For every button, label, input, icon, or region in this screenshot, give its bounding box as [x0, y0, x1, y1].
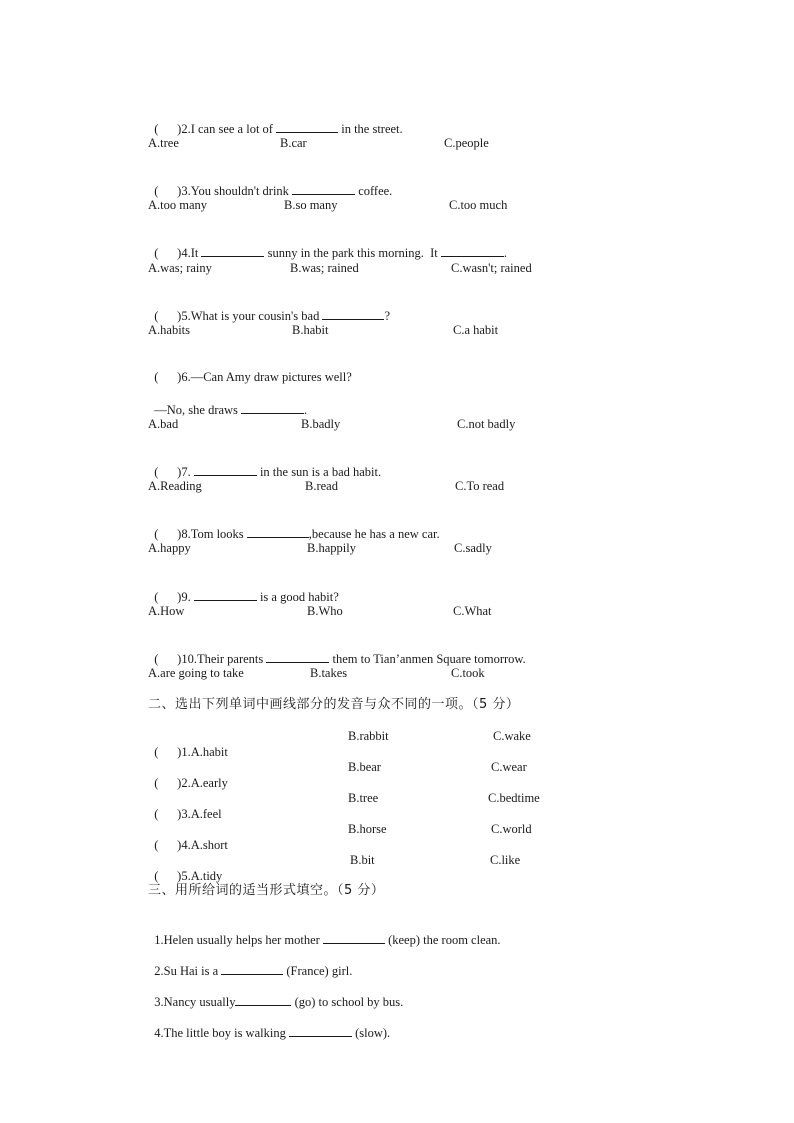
question-text: coffee.	[355, 184, 393, 198]
question-text: in the sun is a bad habit.	[256, 465, 382, 479]
question-text: in the street.	[338, 122, 403, 136]
option-b[interactable]: B.habit	[292, 323, 329, 337]
question-text: 2.I can see a lot of	[181, 122, 277, 136]
section-2-item	[148, 728, 228, 760]
option-c[interactable]: C.wasn't; rained	[451, 261, 532, 275]
question-text: (slow).	[351, 1026, 391, 1040]
option-c[interactable]: C.To read	[455, 479, 505, 493]
question-text: 4.The little boy is walking	[154, 1026, 289, 1040]
question-text: 2.Su Hai is a	[154, 964, 222, 978]
answer-paren[interactable]: ( )	[154, 745, 182, 759]
question-text: (go) to school by bus.	[291, 995, 404, 1009]
option-b[interactable]: B.car	[280, 136, 307, 150]
option-a[interactable]: 1.A.habit	[181, 745, 228, 759]
option-b[interactable]: B.so many	[284, 198, 338, 212]
option-a[interactable]: 5.A.tidy	[181, 869, 223, 883]
question-text: 10.Their parents	[181, 652, 267, 666]
option-a[interactable]: A.tree	[148, 136, 179, 150]
answer-paren[interactable]: ( )	[154, 652, 182, 666]
fill-item-4	[148, 1008, 390, 1041]
question-9	[148, 572, 339, 605]
option-a[interactable]: A.happy	[148, 541, 191, 555]
answer-paren[interactable]: ( )	[154, 122, 182, 136]
answer-blank[interactable]	[322, 307, 384, 320]
option-b[interactable]: B.rabbit	[348, 729, 389, 743]
question-text: 3.Nancy usually	[154, 995, 236, 1009]
option-c[interactable]: C.too much	[449, 198, 508, 212]
option-a[interactable]: A.was; rainy	[148, 261, 212, 275]
section-2-item	[148, 790, 222, 822]
question-text: —No, she draws	[154, 403, 242, 417]
question-text: (France) girl.	[283, 964, 353, 978]
option-a[interactable]: 4.A.short	[181, 838, 228, 852]
answer-blank[interactable]	[441, 244, 504, 257]
answer-paren[interactable]: ( )	[154, 807, 182, 821]
option-a[interactable]: 2.A.early	[181, 776, 228, 790]
question-text: 1.Helen usually helps her mother	[154, 933, 323, 947]
question-text: 9.	[181, 590, 194, 604]
section-2-item	[148, 852, 222, 884]
answer-blank[interactable]	[221, 962, 283, 975]
question-10	[148, 634, 526, 667]
question-text: sunny in the park this morning. It	[264, 246, 441, 260]
option-a[interactable]: A.too many	[148, 198, 208, 212]
question-text: ?	[384, 309, 391, 323]
answer-blank[interactable]	[247, 525, 309, 538]
answer-blank[interactable]	[235, 993, 291, 1006]
option-b[interactable]: B.happily	[307, 541, 356, 555]
option-c[interactable]: C.a habit	[453, 323, 499, 337]
question-text: 7.	[181, 465, 194, 479]
fill-item-1	[148, 915, 501, 948]
option-a[interactable]: A.are going to take	[148, 666, 244, 680]
answer-paren[interactable]: ( )	[154, 370, 182, 384]
option-b[interactable]: B.tree	[348, 791, 379, 805]
option-c[interactable]: C.sadly	[454, 541, 492, 555]
answer-paren[interactable]: ( )	[154, 838, 182, 852]
answer-blank[interactable]	[292, 182, 355, 195]
answer-blank[interactable]	[201, 244, 264, 257]
option-c[interactable]: C.world	[491, 822, 532, 836]
question-7	[148, 447, 381, 480]
question-text: 4.It	[181, 246, 202, 260]
answer-paren[interactable]: ( )	[154, 869, 182, 883]
question-text: .	[304, 403, 308, 417]
option-b[interactable]: B.read	[305, 479, 338, 493]
question-5	[148, 291, 390, 324]
answer-blank[interactable]	[194, 463, 257, 476]
option-c[interactable]: C.bedtime	[488, 791, 540, 805]
section-2-title: 二、选出下列单词中画线部分的发音与众不同的一项。（5 分）	[148, 697, 520, 712]
question-text: them to Tian’anmen Square tomorrow.	[329, 652, 526, 666]
fill-item-3	[148, 977, 403, 1010]
option-b[interactable]: B.takes	[310, 666, 348, 680]
option-c[interactable]: C.people	[444, 136, 489, 150]
question-6	[148, 353, 352, 385]
question-text: .	[503, 246, 507, 260]
answer-paren[interactable]: ( )	[154, 590, 182, 604]
question-2	[148, 104, 403, 137]
answer-blank[interactable]	[241, 401, 304, 414]
answer-paren[interactable]: ( )	[154, 465, 182, 479]
option-b[interactable]: B.was; rained	[290, 261, 359, 275]
option-b[interactable]: B.horse	[348, 822, 387, 836]
question-8	[148, 509, 440, 542]
option-c[interactable]: C.like	[490, 853, 521, 867]
answer-paren[interactable]: ( )	[154, 309, 182, 323]
question-text: ,because he has a new car.	[308, 527, 440, 541]
question-6-reply	[148, 385, 307, 418]
option-b[interactable]: B.Who	[307, 604, 343, 618]
option-a[interactable]: A.How	[148, 604, 185, 618]
option-b[interactable]: B.bit	[350, 853, 375, 867]
answer-blank[interactable]	[276, 120, 338, 133]
option-c[interactable]: C.What	[453, 604, 492, 618]
question-text: 3.You shouldn't drink	[181, 184, 293, 198]
answer-paren[interactable]: ( )	[154, 776, 182, 790]
section-2-item	[148, 821, 228, 853]
option-c[interactable]: C.took	[451, 666, 485, 680]
section-2-item	[148, 759, 228, 791]
option-b[interactable]: B.badly	[301, 417, 341, 431]
option-c[interactable]: C.wear	[491, 760, 527, 774]
option-a[interactable]: A.habits	[148, 323, 191, 337]
question-text: 5.What is your cousin's bad	[181, 309, 323, 323]
answer-blank[interactable]	[289, 1024, 352, 1037]
answer-blank[interactable]	[266, 650, 329, 663]
option-c[interactable]: C.wake	[493, 729, 531, 743]
question-text: 8.Tom looks	[181, 527, 247, 541]
answer-blank[interactable]	[194, 588, 257, 601]
answer-blank[interactable]	[323, 931, 385, 944]
question-4	[148, 228, 507, 261]
question-text: 6.—Can Amy draw pictures well?	[181, 370, 352, 384]
question-3	[148, 166, 392, 199]
section-3-title: 三、用所给词的适当形式填空。（5 分）	[148, 883, 385, 898]
answer-paren[interactable]: ( )	[154, 246, 182, 260]
option-a[interactable]: A.bad	[148, 417, 179, 431]
answer-paren[interactable]: ( )	[154, 184, 182, 198]
option-b[interactable]: B.bear	[348, 760, 381, 774]
option-a[interactable]: A.Reading	[148, 479, 202, 493]
question-text: is a good habit?	[256, 590, 339, 604]
question-text: (keep) the room clean.	[384, 933, 501, 947]
answer-paren[interactable]: ( )	[154, 527, 182, 541]
option-c[interactable]: C.not badly	[457, 417, 516, 431]
fill-item-2	[148, 946, 352, 979]
option-a[interactable]: 3.A.feel	[181, 807, 222, 821]
